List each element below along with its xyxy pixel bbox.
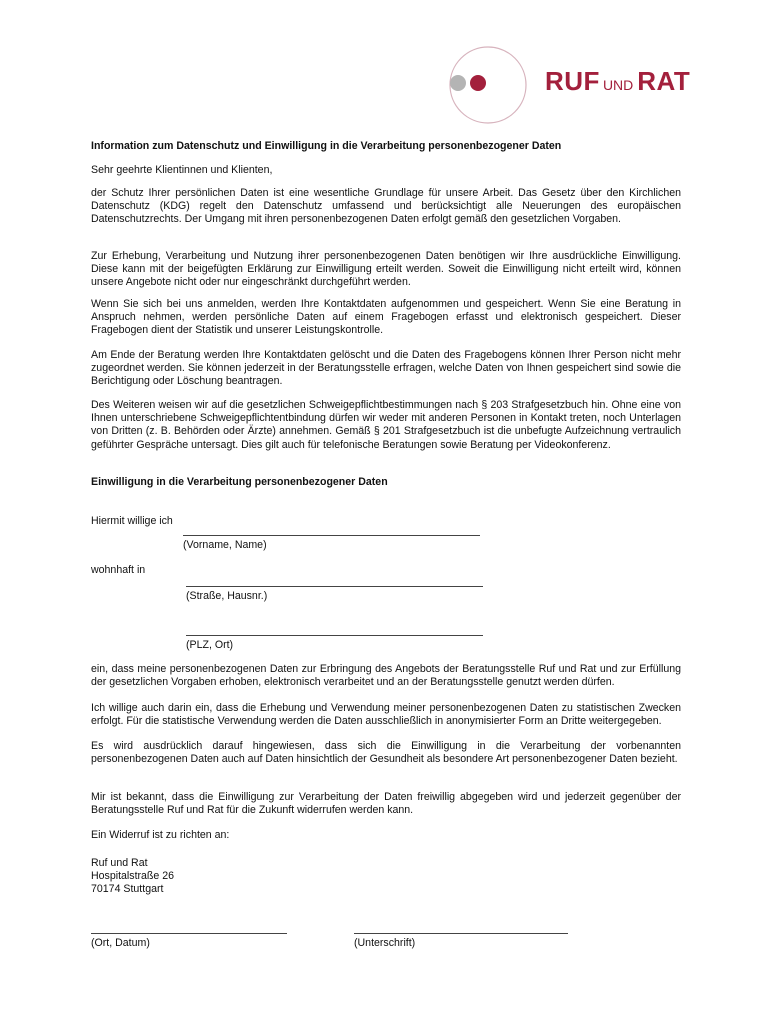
- city-field-line[interactable]: [186, 635, 483, 636]
- paragraph-registration: Wenn Sie sich bei uns anmelden, werden Ihre Kontaktdaten aufgenommen und gespeichert. Wenn Sie eine Beratung in Anspruch nehmen, werden persönliche Daten auf einem Fragebogen erfasst und elektronisch gespeichert. Dieser Fragebogen dient der Statistik und unserer Leistungskontrolle.: [91, 298, 681, 337]
- paragraph-confidentiality: Des Weiteren weisen wir auf die gesetzlichen Schweigepflichtbestimmungen nach § 203 Strafgesetzbuch hin. Ohne eine von Ihnen unterschriebene Schweigepflichtentbindung dürfen wir weder mit anderen Personen in Kontakt treten, noch Unterlagen von Dritten (z. B. Behörden oder Ärzte) annehmen. Gemäß § 201 Strafgesetzbuch ist die unbefugte Aufzeichnung vertraulich geführter Gespräche untersagt. Dies gilt auch für telefonische Beratungen sowie Beratung per Videokonferenz.: [91, 399, 681, 451]
- logo-red-dot: [470, 75, 486, 91]
- salutation: Sehr geehrte Klientinnen und Klienten,: [91, 164, 273, 176]
- logo-grey-dot: [450, 75, 466, 91]
- name-field-caption: (Vorname, Name): [183, 539, 267, 551]
- consent-heading: Einwilligung in die Verarbeitung personenbezogener Daten: [91, 476, 388, 488]
- place-date-caption: (Ort, Datum): [91, 937, 150, 949]
- form-intro-label: Hiermit willige ich: [91, 515, 173, 527]
- address-street: Hospitalstraße 26: [91, 870, 175, 883]
- paragraph-consent-required: Zur Erhebung, Verarbeitung und Nutzung ihrer personenbezogenen Daten benötigen wir Ihre ausdrückliche Einwilligung. Diese kann mit der beigefügten Erklärung zur Einwilligung erteilt werden. Soweit die Einwilligung nicht erteilt wird, können unsere Angebote nicht oder nur eingeschränkt durchgeführt werden.: [91, 250, 681, 289]
- signature-line[interactable]: [354, 933, 568, 934]
- revocation-intro: Ein Widerruf ist zu richten an:: [91, 829, 230, 841]
- consent-paragraph-statistics: Ich willige auch darin ein, dass die Erhebung und Verwendung meiner personenbezogenen Daten zu statistischen Zwecken erfolgt. Für die statistische Verwendung werden die Daten ausschließlich in anonymisierter Form an Dritte weitergegeben.: [91, 702, 681, 728]
- logo-wordmark: RUF UND RAT: [545, 66, 691, 96]
- street-field-caption: (Straße, Hausnr.): [186, 590, 268, 602]
- city-field-caption: (PLZ, Ort): [186, 639, 234, 651]
- residence-label: wohnhaft in: [91, 564, 146, 576]
- address-city: 70174 Stuttgart: [91, 883, 164, 896]
- voluntary-paragraph: Mir ist bekannt, dass die Einwilligung zur Verarbeitung der Daten freiwillig abgegeben wird und jederzeit gegenüber der Beratungsstelle Ruf und Rat für die Zukunft widerrufen werden kann.: [91, 791, 681, 817]
- place-date-line[interactable]: [91, 933, 287, 934]
- address-name: Ruf und Rat: [91, 857, 148, 869]
- signature-caption: (Unterschrift): [354, 937, 416, 949]
- street-field-line[interactable]: [186, 586, 483, 587]
- document-title: Information zum Datenschutz und Einwilligung in die Verarbeitung personenbezogener Daten: [91, 140, 562, 152]
- address-block: [91, 857, 681, 897]
- consent-paragraph-health-data: Es wird ausdrücklich darauf hingewiesen, dass sich die Einwilligung in die Verarbeitung der vorbenannten personenbezogenen Daten auch auf Daten hinsichtlich der Gesundheit als besondere Art personenbezogener Daten bezieht.: [91, 740, 681, 766]
- name-field-line[interactable]: [183, 535, 480, 536]
- paragraph-deletion: Am Ende der Beratung werden Ihre Kontaktdaten gelöscht und die Daten des Fragebogens können Ihrer Person nicht mehr zugeordnet werden. Sie können jederzeit in der Beratungsstelle erfragen, welche Daten von Ihnen gespeichert sind sowie die Berichtigung oder Löschung beantragen.: [91, 349, 681, 388]
- consent-paragraph-processing: ein, dass meine personenbezogenen Daten zur Erbringung des Angebots der Beratungsstelle Ruf und Rat und zur Erfüllung der gesetzlichen Vorgaben erhoben, elektronisch verarbeitet und an der Beratungsstelle genutzt werden dürfen.: [91, 663, 681, 689]
- paragraph-data-protection: der Schutz Ihrer persönlichen Daten ist eine wesentliche Grundlage für unsere Arbeit. Das Gesetz über den Kirchlichen Datenschutz (KDG) regelt den Datenschutz umfassend und berücksichtigt alle Neuerungen des europäischen Datenschutzrechts. Der Umgang mit ihren personenbezogenen Daten erfolgt gemäß den gesetzlichen Vorgaben.: [91, 187, 681, 226]
